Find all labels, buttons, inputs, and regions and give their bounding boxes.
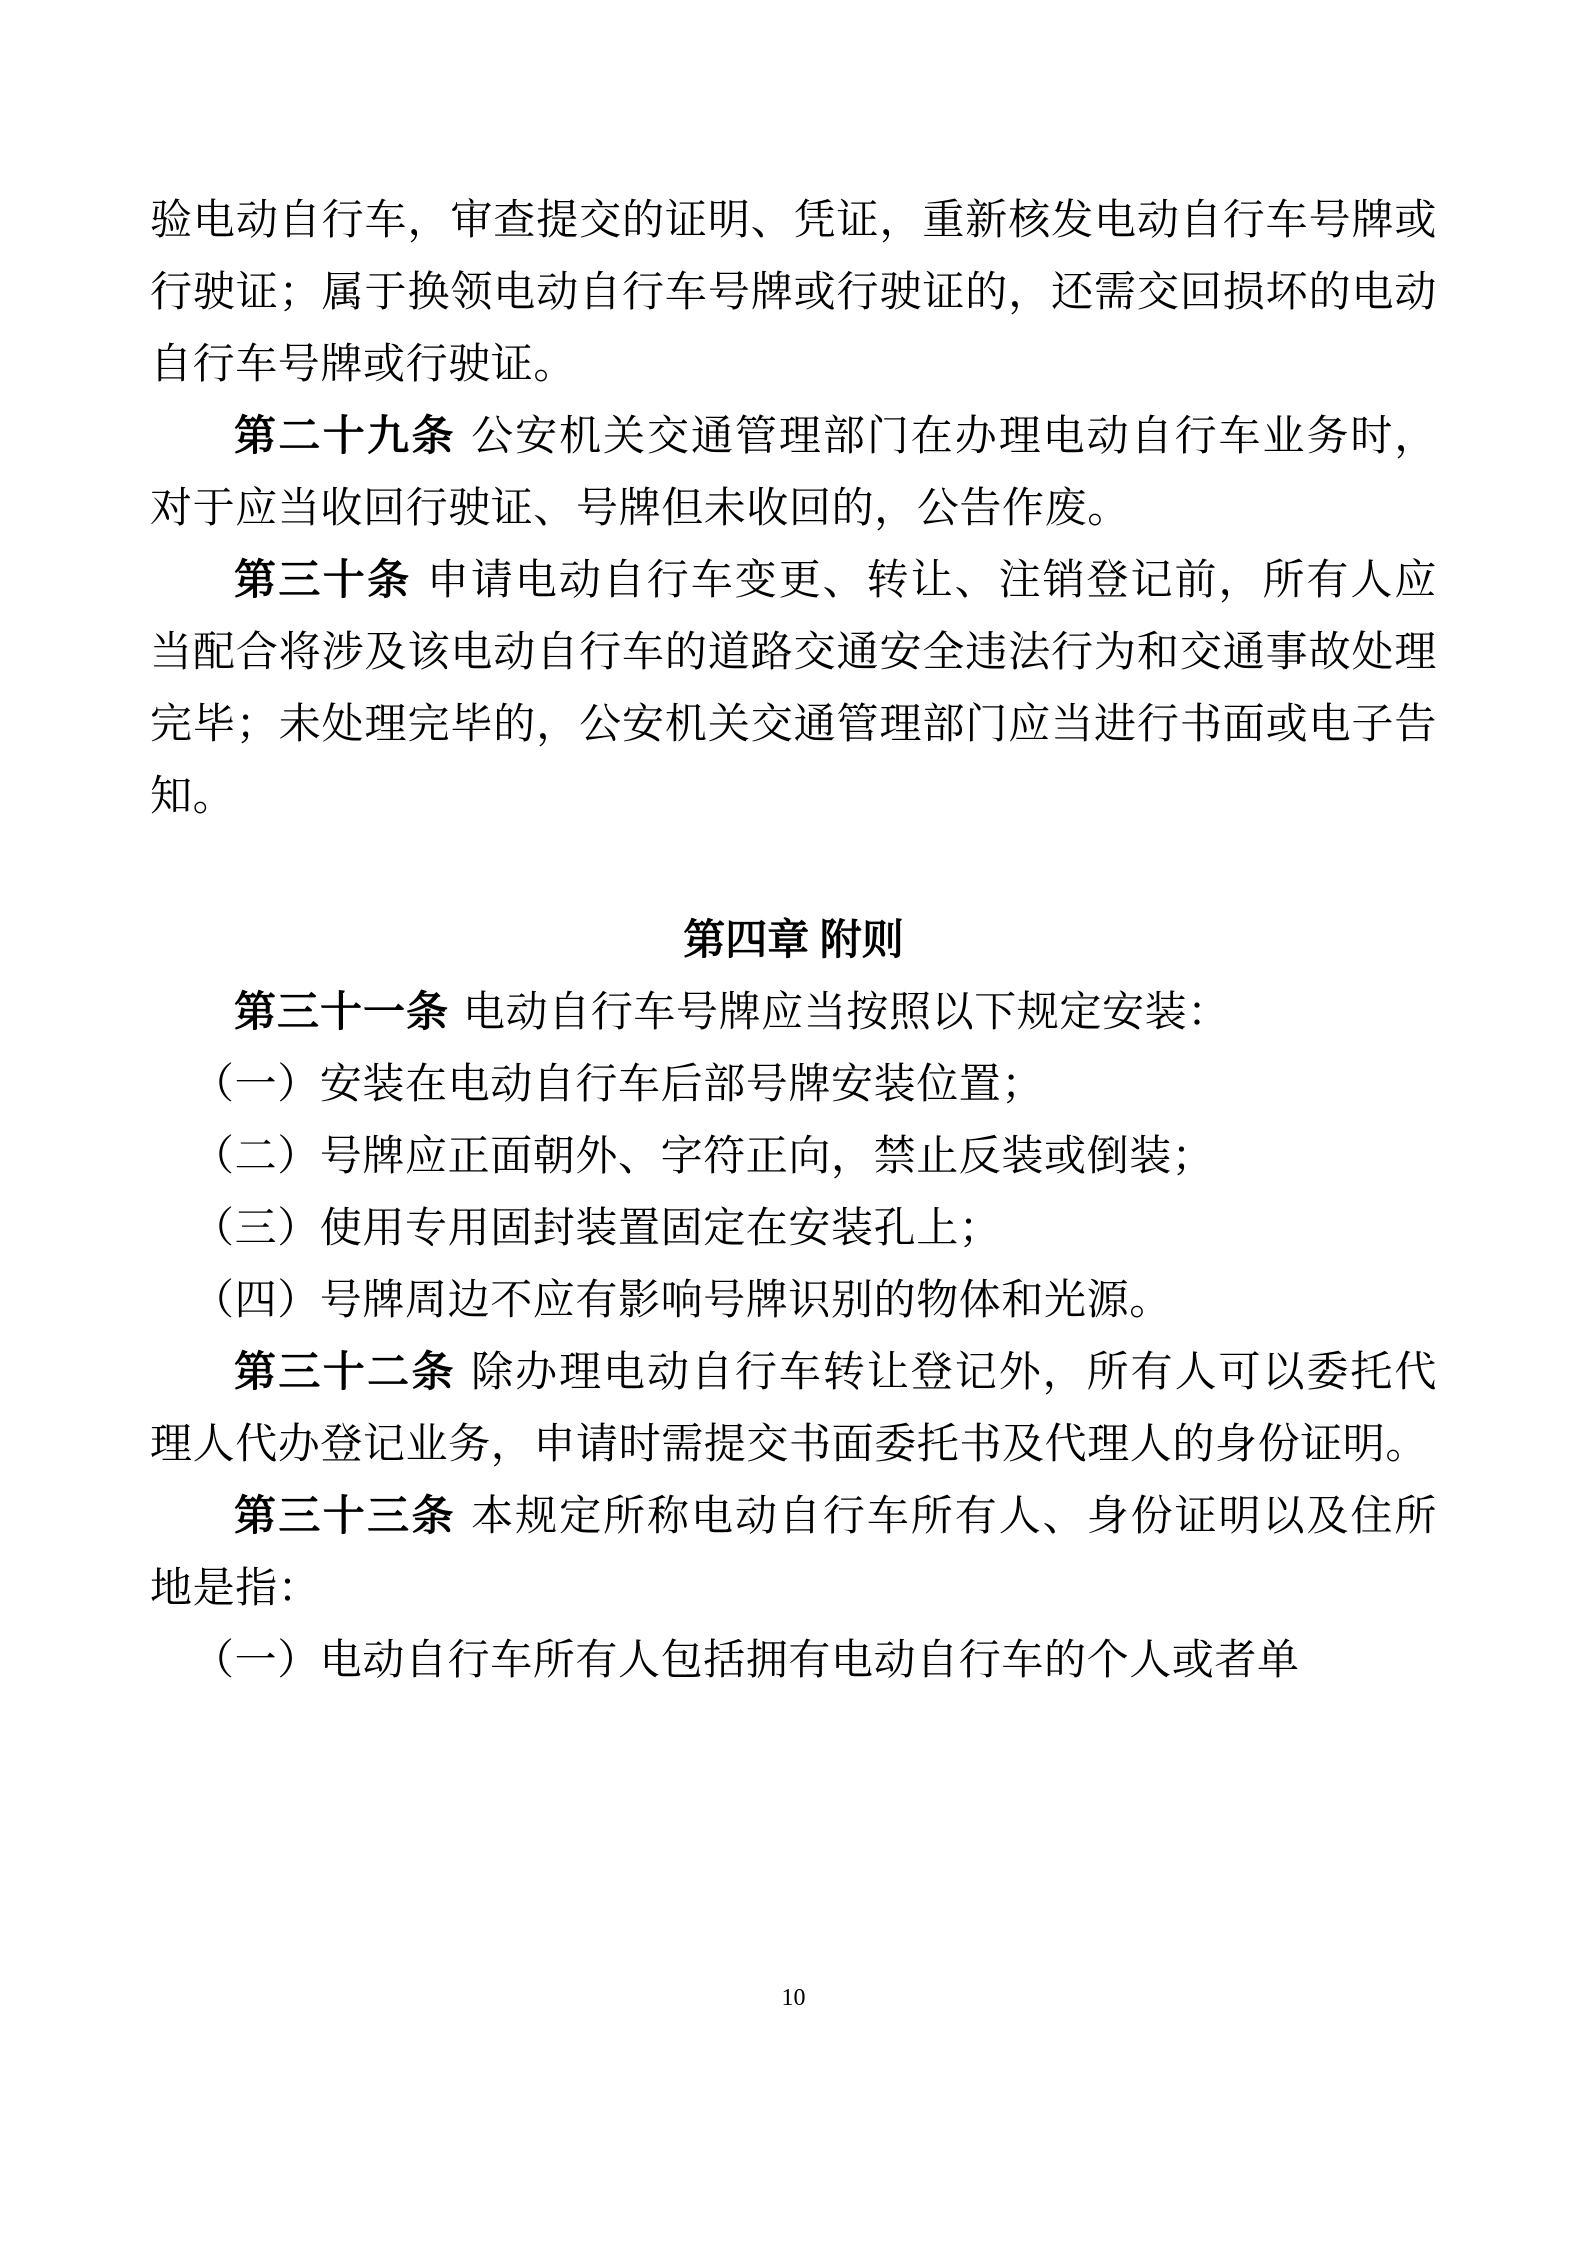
list-item-31-2: （二）号牌应正面朝外、字符正向，禁止反装或倒装； bbox=[192, 1134, 1215, 1180]
paragraph-continuation: 验电动自行车，审查提交的证明、凭证，重新核发电动自行车号牌或行驶证；属于换领电动自行车号牌或行驶证的，还需交回损坏的电动自行车号牌或行驶证。 bbox=[150, 198, 1437, 388]
paragraph-article-33 bbox=[150, 1481, 1437, 1625]
article-body-32: 除办理电动自行车转让登记外，所有人可以委托代理人代办登记业务，申请时需提交书面委托书及代理人的身份证明。 bbox=[150, 1350, 1437, 1468]
paragraph-article-31 bbox=[150, 977, 1437, 1049]
chapter-heading: 第四章 附则 bbox=[683, 918, 904, 964]
article-label-31: 第三十一条 bbox=[234, 990, 450, 1036]
list-item-31-1: （一）安装在电动自行车后部号牌安装位置； bbox=[192, 1062, 1045, 1108]
page-number: 10 bbox=[781, 1985, 806, 2011]
article-body-31: 电动自行车号牌应当按照以下规定安装： bbox=[463, 990, 1230, 1036]
article-label-33: 第三十三条 bbox=[234, 1494, 456, 1540]
paragraph-article-29 bbox=[150, 401, 1437, 545]
article-label-32: 第三十二条 bbox=[234, 1350, 456, 1396]
list-item-33-1: （一）电动自行车所有人包括拥有电动自行车的个人或者单 bbox=[192, 1638, 1300, 1684]
heading-spacer bbox=[150, 833, 1437, 905]
article-body-30: 申请电动自行车变更、转让、注销登记前，所有人应当配合将涉及该电动自行车的道路交通安全违法行为和交通事故处理完毕；未处理完毕的，公安机关交通管理部门应当进行书面或电子告知。 bbox=[150, 558, 1437, 820]
list-item-31-4: （四）号牌周边不应有影响号牌识别的物体和光源。 bbox=[192, 1278, 1172, 1324]
article-body-33: 本规定所称电动自行车所有人、身份证明以及住所地是指： bbox=[150, 1494, 1437, 1612]
article-label-29: 第二十九条 bbox=[234, 414, 456, 460]
list-item-31-3: （三）使用专用固封装置固定在安装孔上； bbox=[192, 1206, 1002, 1252]
paragraph-article-32 bbox=[150, 1337, 1437, 1481]
paragraph-article-30 bbox=[150, 545, 1437, 833]
article-label-30: 第三十条 bbox=[234, 558, 412, 604]
article-body-29: 公安机关交通管理部门在办理电动自行车业务时，对于应当收回行驶证、号牌但未收回的，公告作废。 bbox=[150, 414, 1437, 532]
